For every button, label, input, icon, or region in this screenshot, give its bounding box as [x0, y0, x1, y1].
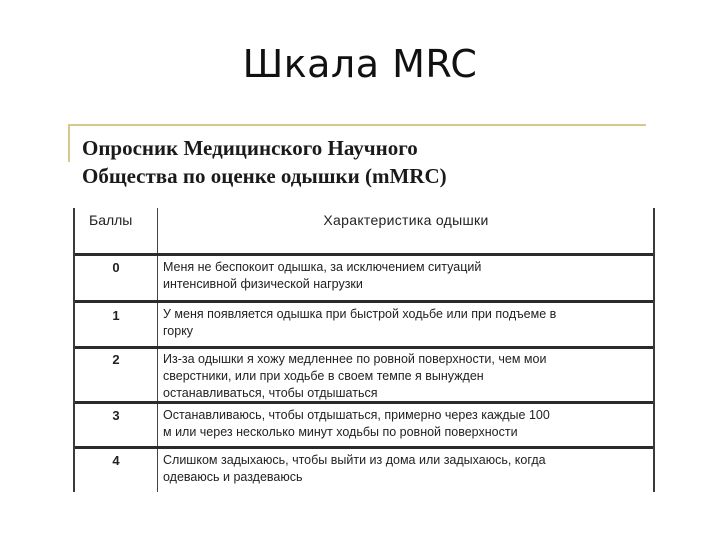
- header-score: Баллы: [89, 212, 133, 228]
- score-cell: 2: [112, 352, 120, 367]
- table-row: [75, 256, 653, 300]
- frame-top-border: [68, 124, 646, 126]
- mmrc-table: [73, 208, 655, 492]
- description-cell: [163, 407, 647, 441]
- score-cell: 4: [112, 453, 120, 468]
- description-line: интенсивной физической нагрузки: [163, 277, 363, 291]
- questionnaire-title-line-2: Общества по оценке одышки (mMRC): [82, 164, 447, 188]
- description-line: Меня не беспокоит одышка, за исключением ситуаций: [163, 260, 482, 274]
- description-line: горку: [163, 324, 194, 338]
- description-cell: [163, 351, 647, 402]
- table-header-row: [75, 208, 653, 253]
- table-row: [75, 303, 653, 346]
- header-description: Характеристика одышки: [323, 212, 489, 228]
- description-cell: [163, 452, 647, 486]
- table-row: [75, 404, 653, 446]
- description-line: У меня появляется одышка при быстрой ходьбе или при подъеме в: [163, 307, 557, 321]
- description-line: Из-за одышки я хожу медленнее по ровной поверхности, чем мои: [163, 352, 547, 366]
- score-cell: 3: [112, 408, 120, 423]
- description-line: одеваюсь и раздеваюсь: [163, 470, 303, 484]
- description-line: Останавливаюсь, чтобы отдышаться, примерно через каждые 100: [163, 408, 550, 422]
- description-line: м или через несколько минут ходьбы по ровной поверхности: [163, 425, 518, 439]
- frame-left-border: [68, 124, 70, 162]
- description-cell: [163, 259, 647, 293]
- score-cell: 0: [112, 260, 120, 275]
- table-row: [75, 449, 653, 492]
- description-line: Слишком задыхаюсь, чтобы выйти из дома или задыхаюсь, когда: [163, 453, 546, 467]
- slide-title: Шкала MRC: [242, 42, 478, 86]
- score-cell: 1: [112, 308, 120, 323]
- description-line: сверстники, или при ходьбе в своем темпе я вынужден: [163, 369, 484, 383]
- description-line: останавливаться, чтобы отдышаться: [163, 386, 378, 400]
- questionnaire-title: [82, 134, 642, 190]
- table-row: [75, 349, 653, 401]
- description-cell: [163, 306, 647, 340]
- questionnaire-title-line-1: Опросник Медицинского Научного: [82, 136, 418, 160]
